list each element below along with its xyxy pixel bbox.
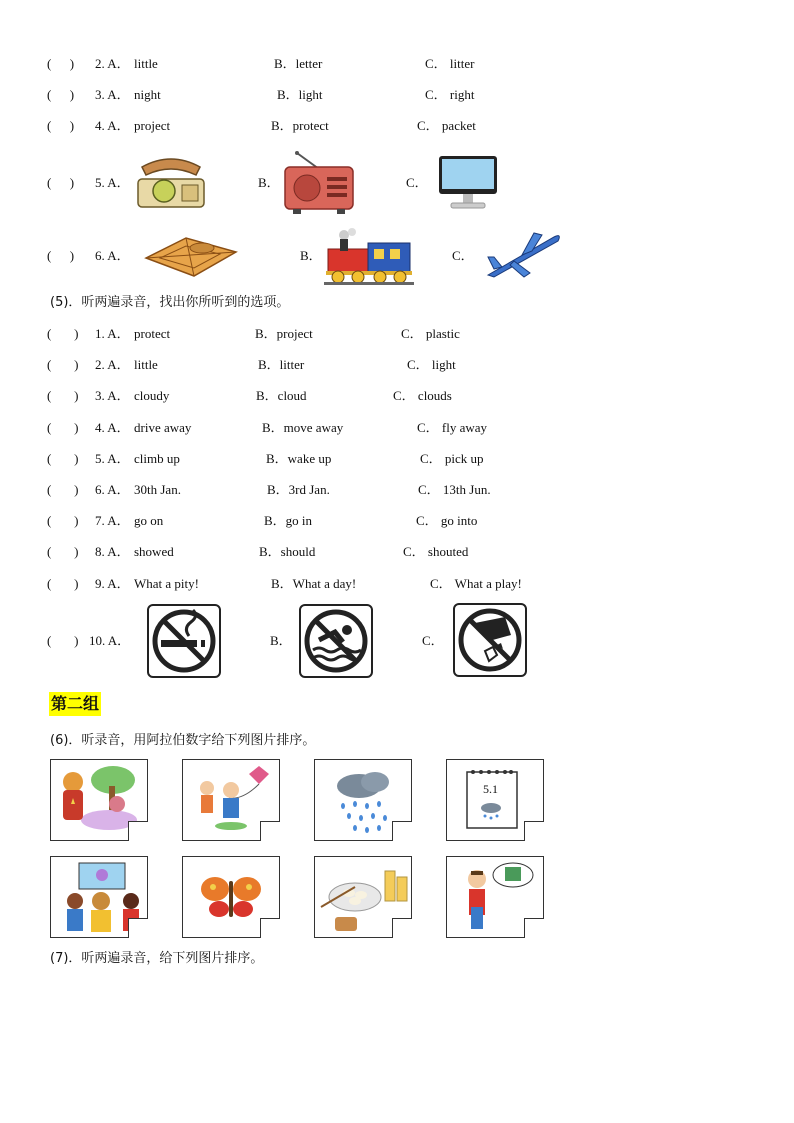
question-number: 4. A． [95,118,130,133]
picture-box-calendar-rain[interactable] [446,759,544,841]
answer-blank[interactable]: ( ) [47,388,79,403]
option-b: B．cloud [256,388,307,403]
option-b: B．light [277,87,323,102]
answer-blank[interactable]: ( ) [47,576,79,591]
answer-blank[interactable]: ( ) [47,87,75,102]
question-number: 6. A． [95,248,130,263]
answer-blank[interactable]: ( ) [47,633,79,648]
option-b: B． [258,175,280,190]
option-b: B． [270,633,292,648]
answer-blank[interactable]: ( ) [47,544,79,559]
question-number: 6. A． [95,482,130,497]
section-5-heading: (5)．听两遍录音，找出你所听到的选项。 [50,295,290,310]
telephone-icon[interactable] [134,153,208,211]
option-c: C． [452,248,474,263]
calendar-date: 5.1 [483,782,498,796]
question-number: 10. A． [89,633,131,648]
picture-box-dumplings-food[interactable] [314,856,412,938]
no-smoking-icon[interactable] [147,604,221,678]
airplane-icon[interactable] [484,229,562,279]
answer-box[interactable] [128,918,148,938]
s5-row-5 [0,447,794,471]
answer-blank[interactable]: ( ) [47,326,79,341]
answer-blank[interactable]: ( ) [47,118,75,133]
option-a: project [134,118,171,133]
option-b: B．What a day! [271,576,357,591]
s5-row-2 [0,353,794,377]
question-row-3 [0,83,794,107]
s5-row-7 [0,509,794,533]
question-number: 3. A． [95,388,130,403]
picture-box-flying-kite[interactable] [182,759,280,841]
s5-row-4 [0,416,794,440]
question-row-5 [0,171,794,195]
answer-blank[interactable]: ( ) [47,420,79,435]
question-number: 5. A． [95,451,130,466]
option-a: night [134,87,161,102]
answer-box[interactable] [260,918,280,938]
picture-box-boy-thinking-book[interactable] [446,856,544,938]
option-c: C． 13th Jun. [418,482,491,497]
answer-blank[interactable]: ( ) [47,248,75,263]
option-c: C． [422,633,444,648]
option-a: climb up [134,451,180,466]
option-c: C． packet [417,118,476,133]
option-c: C． right [425,87,475,102]
s5-row-10 [0,629,794,653]
answer-box[interactable] [524,918,544,938]
picture-box-cat-and-dog[interactable] [50,759,148,841]
option-a: What a pity! [134,576,199,591]
question-number: 7. A． [95,513,130,528]
section-7-heading: (7)．听两遍录音，给下列图片排序。 [50,951,264,966]
option-b: B．litter [258,357,305,372]
option-b: B．project [255,326,313,341]
radio-icon[interactable] [283,151,355,215]
s5-row-9 [0,572,794,596]
picture-box-butterfly[interactable] [182,856,280,938]
section-6-heading: (6)．听录音，用阿拉伯数字给下列图片排序。 [50,733,316,748]
s5-row-3 [0,384,794,408]
option-c: C． light [407,357,456,372]
answer-blank[interactable]: ( ) [47,451,79,466]
option-a: showed [134,544,174,559]
answer-box[interactable] [128,821,148,841]
answer-blank[interactable]: ( ) [47,357,79,372]
answer-box[interactable] [524,821,544,841]
option-b: B．wake up [266,451,332,466]
option-c: C． [406,175,428,190]
picture-box-rain-cloud[interactable] [314,759,412,841]
option-b: B．protect [271,118,329,133]
question-number: 2. A． [95,56,130,71]
answer-box[interactable] [392,918,412,938]
group-2-title: 第二组 [49,692,101,716]
s5-row-6 [0,478,794,502]
answer-box[interactable] [392,821,412,841]
option-b: B． [300,248,322,263]
option-a: cloudy [134,388,170,403]
option-b: B．letter [274,56,323,71]
question-number: 1. A． [95,326,130,341]
answer-blank[interactable]: ( ) [47,175,75,190]
question-number: 2. A． [95,357,130,372]
option-a: protect [134,326,171,341]
option-c: C． litter [425,56,475,71]
question-row-2 [0,52,794,76]
option-b: B．3rd Jan. [267,482,330,497]
train-icon[interactable] [324,227,414,285]
option-b: B．should [259,544,316,559]
option-c: C． go into [416,513,478,528]
option-c: C． plastic [401,326,460,341]
question-row-4 [0,114,794,138]
question-number: 9. A． [95,576,130,591]
option-a: drive away [134,420,192,435]
answer-blank[interactable]: ( ) [47,513,79,528]
question-number: 4. A． [95,420,130,435]
question-number: 8. A． [95,544,130,559]
option-c: C． fly away [417,420,488,435]
option-a: 30th Jan. [134,482,181,497]
no-littering-icon[interactable] [453,603,527,677]
picture-box-watching-tv[interactable] [50,856,148,938]
s5-row-1 [0,322,794,346]
question-number: 3. A． [95,87,130,102]
computer-monitor-icon[interactable] [437,154,499,212]
option-c: C． shouted [403,544,469,559]
option-a: little [134,56,158,71]
no-swimming-icon[interactable] [299,604,373,678]
question-number: 5. A． [95,175,130,190]
option-b: B．move away [262,420,344,435]
s5-row-8 [0,540,794,564]
answer-blank[interactable]: ( ) [47,56,75,71]
answer-blank[interactable]: ( ) [47,482,79,497]
option-c: C． pick up [420,451,484,466]
answer-box[interactable] [260,821,280,841]
option-c: C． What a play! [430,576,522,591]
option-b: B．go in [264,513,313,528]
option-a: little [134,357,158,372]
option-c: C． clouds [393,388,452,403]
option-a: go on [134,513,164,528]
kite-icon[interactable] [138,236,240,278]
